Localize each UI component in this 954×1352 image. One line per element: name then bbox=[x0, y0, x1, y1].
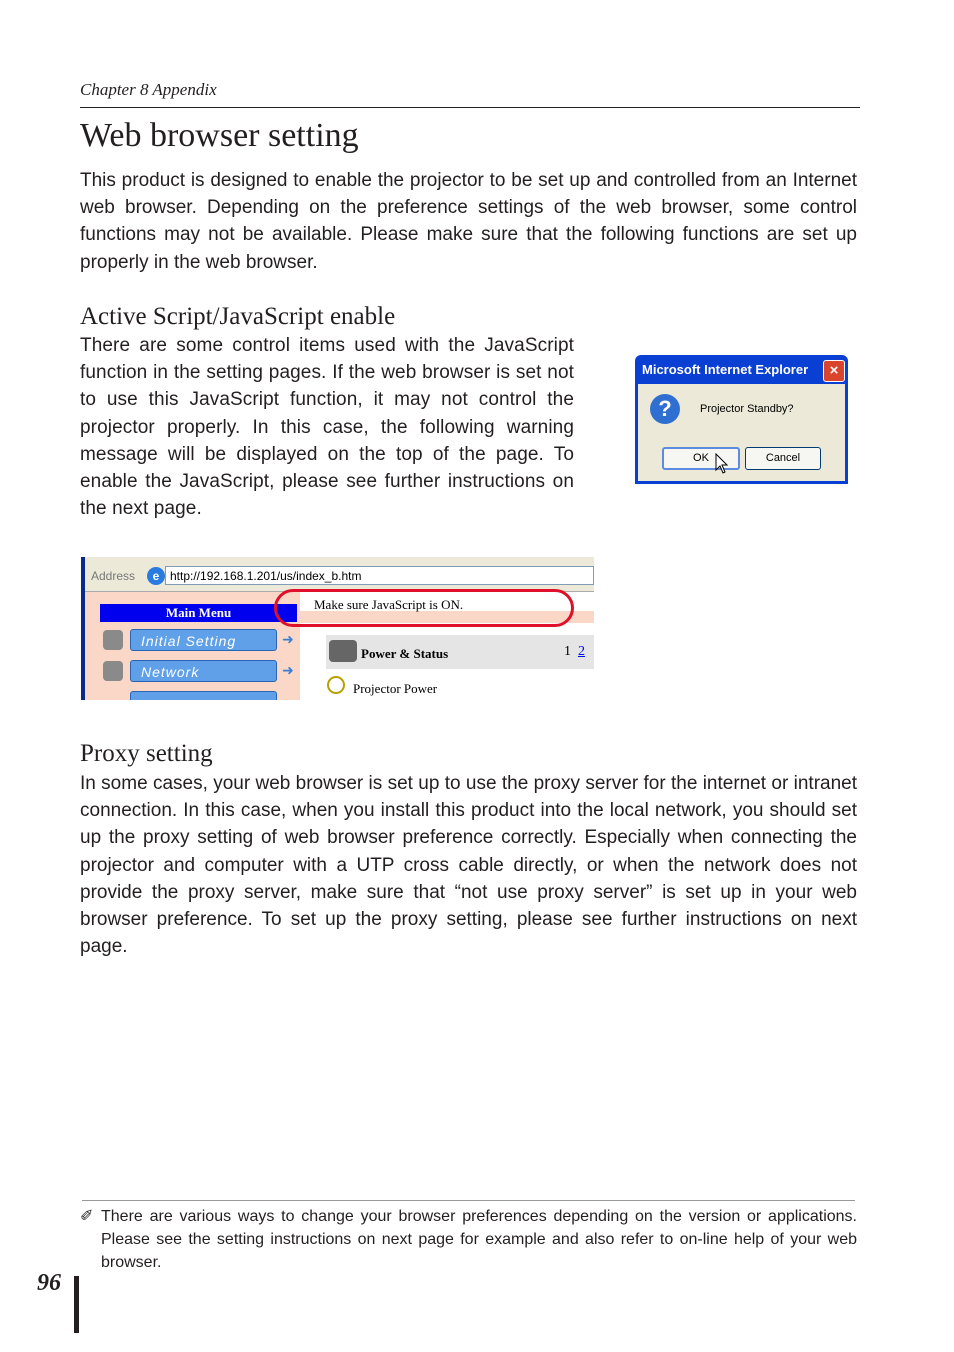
chapter-header: Chapter 8 Appendix bbox=[80, 80, 217, 99]
close-icon[interactable]: × bbox=[823, 360, 845, 382]
question-icon: ? bbox=[650, 394, 680, 424]
javascript-paragraph: There are some control items used with the JavaScript function in the setting pages. If the web browser is set not to use this JavaScript function, it may not control the projector properly. In this case, the following warning message will be displayed on the top of the page. To enable the JavaScript, please see further instructions on the next page. bbox=[80, 335, 574, 520]
cancel-button[interactable]: Cancel bbox=[745, 447, 821, 470]
javascript-warning: Make sure JavaScript is ON. bbox=[314, 597, 464, 612]
page-title: Web browser setting bbox=[80, 117, 359, 154]
browser-screenshot bbox=[81, 557, 594, 700]
section-heading-javascript: Active Script/JavaScript enable bbox=[80, 303, 396, 330]
menu-item-network[interactable]: Network bbox=[130, 660, 277, 682]
highlight-circle bbox=[274, 589, 574, 627]
power-status-label: Power & Status bbox=[361, 646, 449, 661]
ok-button[interactable]: OK bbox=[662, 447, 740, 470]
address-label: Address bbox=[91, 569, 136, 583]
section-heading-proxy: Proxy setting bbox=[80, 740, 213, 767]
page-number: 96 bbox=[37, 1270, 61, 1296]
page-current: 1 bbox=[564, 644, 571, 659]
arrow-right-icon: ➜ bbox=[282, 631, 294, 647]
lock-icon bbox=[103, 630, 123, 650]
note bbox=[80, 1205, 857, 1274]
url-input[interactable]: http://192.168.1.201/us/index_b.htm bbox=[165, 566, 594, 585]
intro-paragraph: This product is designed to enable the projector to be set up and controlled from an Internet web browser. Depending on the preference settings of the web browser, some control functions may not be available. Please make sure that the following functions are set up properly in the web browser. bbox=[80, 170, 857, 273]
menu-item-initial-setting[interactable]: Initial Setting bbox=[130, 629, 277, 651]
header-rule bbox=[80, 107, 860, 108]
main-menu-panel bbox=[85, 592, 300, 700]
arrow-right-icon: ➜ bbox=[282, 662, 294, 678]
note-text: There are various ways to change your browser preferences depending on the version or applications. Please see the setting instructions on next page for example and also refer to on-line help of your web browser. bbox=[101, 1208, 857, 1271]
pencil-icon: ✐ bbox=[80, 1208, 94, 1225]
address-bar bbox=[85, 557, 594, 592]
projector-icon bbox=[329, 640, 357, 662]
power-icon bbox=[327, 676, 345, 694]
confirm-dialog bbox=[635, 355, 848, 484]
main-menu-title: Main Menu bbox=[100, 604, 297, 622]
page-link-2[interactable]: 2 bbox=[578, 644, 585, 659]
dialog-title: Microsoft Internet Explorer bbox=[642, 362, 809, 377]
proxy-paragraph: In some cases, your web browser is set up to use the proxy server for the internet or intranet connection. In this case, when you install this product into the local network, you should set up the proxy setting of web browser preference correctly. Especially when connecting the projector and computer with a UTP cross cable directly, or when the network does not provide the proxy server, make sure that “not use proxy server” is set up in your web browser preference. To set up the proxy setting, please see further instructions on next page. bbox=[80, 773, 857, 958]
network-icon bbox=[103, 661, 123, 681]
ie-page-icon: e bbox=[147, 567, 165, 585]
note-rule bbox=[82, 1200, 855, 1201]
page-number-bar bbox=[74, 1276, 79, 1333]
mouse-cursor-icon bbox=[715, 453, 729, 475]
menu-item-cut-off[interactable] bbox=[130, 691, 277, 700]
projector-power-label: Projector Power bbox=[353, 681, 438, 696]
dialog-body bbox=[638, 384, 845, 481]
dialog-message: Projector Standby? bbox=[700, 403, 794, 415]
